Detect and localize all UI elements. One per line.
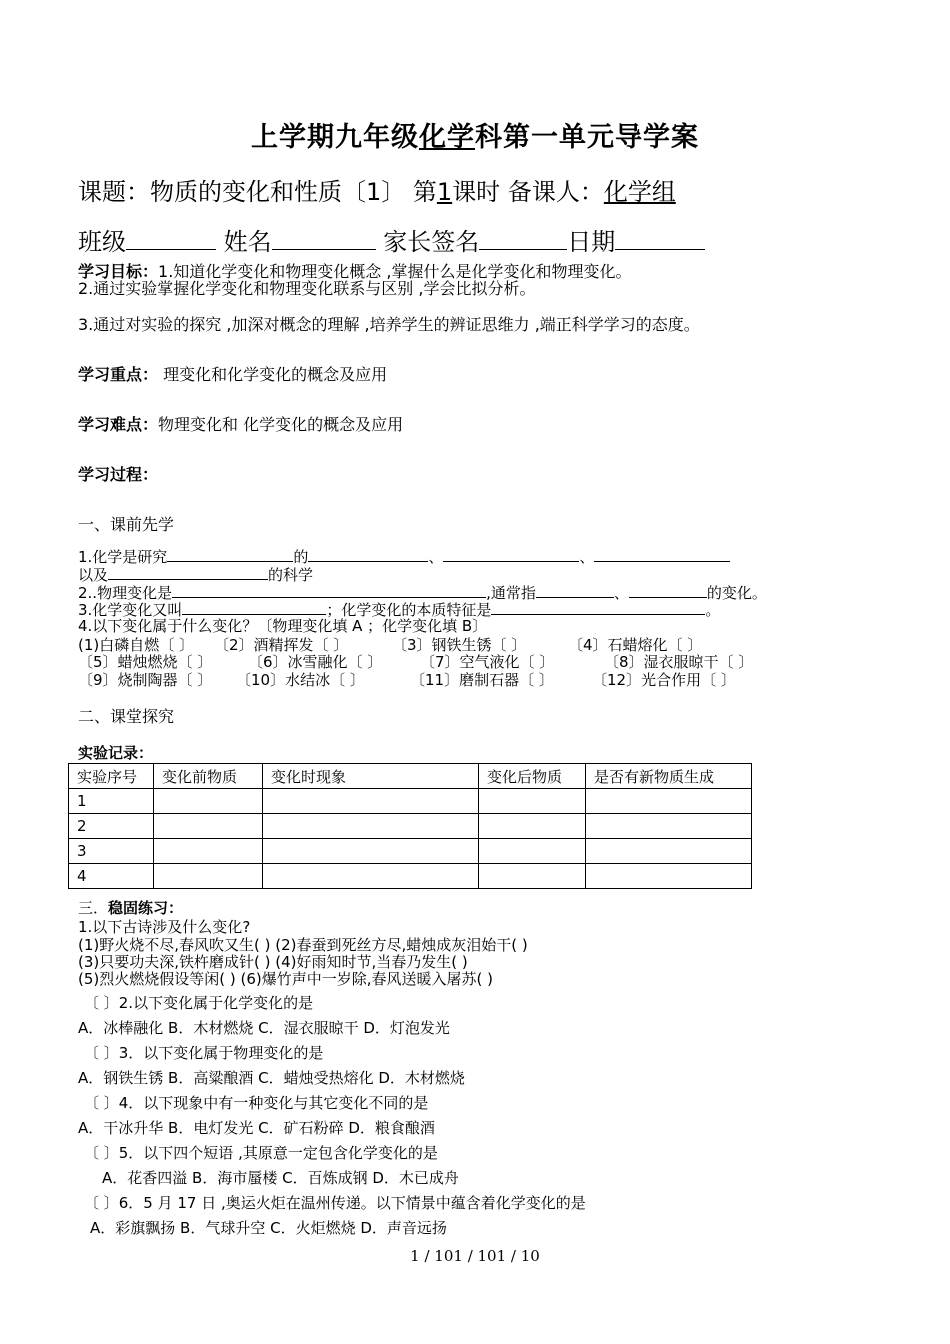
- table-cell[interactable]: [479, 864, 586, 889]
- goal-2: 2.通过实验掌握化学变化和物理变化联系与区别 ,学会比拟分析。: [78, 279, 536, 298]
- q1-text-e: 以及: [78, 565, 109, 584]
- topic-text: 课题：物质的变化和性质〔1〕 第: [78, 178, 437, 206]
- table-cell[interactable]: [263, 864, 479, 889]
- topic-preparer-label: 课时 备课人：: [452, 178, 604, 206]
- table-cell[interactable]: [479, 814, 586, 839]
- practice-q1-line: (1)野火烧不尽,春风吹又生( ) (2)春蚕到死丝方尽,蜡烛成灰泪始干( ): [78, 936, 528, 954]
- table-cell[interactable]: [586, 789, 752, 814]
- q1-blank-1[interactable]: [167, 545, 293, 562]
- practice-q2-options: A．冰棒融化 B．木材燃烧 C．湿衣服晾干 D．灯泡发光: [78, 1019, 450, 1037]
- q2-text-c: 、: [613, 583, 629, 602]
- q4-item: (1)白磷自燃〔 〕: [78, 636, 195, 654]
- practice-q3: 〔 〕3．以下变化属于物理变化的是: [84, 1044, 324, 1062]
- q2-text-a: 2..物理变化是: [78, 583, 173, 602]
- row-number: 4: [69, 864, 154, 889]
- table-cell[interactable]: [263, 789, 479, 814]
- q1-text-b: 的: [293, 547, 309, 566]
- goal-1-text: 1.知道化学变化和物理变化概念 ,掌握什么是化学变化和物理变化。: [158, 262, 632, 281]
- practice-q5: 〔 〕5．以下四个短语 ,其原意一定包含化学变化的是: [84, 1144, 438, 1162]
- lesson-number: 1: [436, 178, 453, 206]
- page-title: [0, 115, 950, 154]
- topic-line: [78, 172, 676, 207]
- table-cell[interactable]: [154, 839, 263, 864]
- experiment-table: [68, 763, 752, 889]
- date-blank[interactable]: [615, 224, 705, 250]
- q4-item: 〔10〕水结冰〔 〕: [236, 671, 365, 689]
- row-number: 2: [69, 814, 154, 839]
- title-text: 上学期九年级: [251, 122, 419, 153]
- q4-item: 〔3〕钢铁生锈〔 〕: [392, 636, 527, 654]
- title-suffix: 科第一单元导学案: [475, 122, 699, 153]
- q1-text-c: 、: [428, 547, 444, 566]
- table-row: [69, 789, 752, 814]
- practice-q1-line: (5)烈火燃烧假设等闲( ) (6)爆竹声中一岁除,春风送暖入屠苏( ): [78, 970, 493, 988]
- q3-text-c: 。: [705, 600, 721, 619]
- name-blank[interactable]: [272, 224, 376, 250]
- row-number: 3: [69, 839, 154, 864]
- q1-blank-5[interactable]: [108, 563, 268, 580]
- class-blank[interactable]: [126, 224, 216, 250]
- table-cell[interactable]: [586, 814, 752, 839]
- class-label: 班级: [78, 228, 126, 256]
- table-cell[interactable]: [263, 814, 479, 839]
- info-line: [78, 222, 705, 257]
- q4-stem: 4.以下变化属于什么变化？〔物理变化填 A ；化学变化填 B〕: [78, 617, 488, 635]
- q2-blank-3[interactable]: [629, 581, 707, 598]
- q1-blank-2[interactable]: [308, 545, 428, 562]
- table-cell[interactable]: [263, 839, 479, 864]
- table-cell[interactable]: [586, 864, 752, 889]
- date-label: 日期: [567, 228, 616, 256]
- q1-blank-3[interactable]: [443, 545, 579, 562]
- q2-blank-1[interactable]: [172, 581, 486, 598]
- table-header-row: [69, 764, 752, 789]
- section-2-heading: 二、课堂探究: [78, 707, 175, 726]
- practice-heading: [78, 897, 183, 918]
- practice-q6-options: A．彩旗飘扬 B．气球升空 C．火炬燃烧 D．声音远扬: [90, 1219, 447, 1237]
- q3-text-b: ；化学变化的本质特征是: [326, 600, 492, 619]
- table-cell[interactable]: [154, 789, 263, 814]
- table-cell[interactable]: [154, 814, 263, 839]
- q3-blank-2[interactable]: [491, 598, 705, 615]
- q4-item: 〔11〕磨制石器〔 〕: [410, 671, 554, 689]
- q1-blank-4[interactable]: [594, 545, 730, 562]
- table-cell[interactable]: [154, 864, 263, 889]
- q4-item: 〔2〕酒精挥发〔 〕: [214, 636, 349, 654]
- practice-q2: 〔 〕2.以下变化属于化学变化的是: [84, 994, 314, 1012]
- table-cell[interactable]: [586, 839, 752, 864]
- q4-item: 〔4〕石蜡熔化〔 〕: [568, 636, 703, 654]
- table-row: [69, 864, 752, 889]
- q4-item: 〔12〕光合作用〔 〕: [592, 671, 736, 689]
- practice-q1-line: (3)只要功夫深,铁杵磨成针( ) (4)好雨知时节,当春乃发生( ): [78, 953, 468, 971]
- practice-q4: 〔 〕4．以下现象中有一种变化与其它变化不同的是: [84, 1094, 429, 1112]
- q2-text-d: 的变化。: [706, 583, 767, 602]
- q4-item: 〔8〕湿衣服晾干〔 〕: [604, 653, 754, 671]
- table-cell[interactable]: [479, 789, 586, 814]
- row-number: 1: [69, 789, 154, 814]
- key-point: [78, 362, 387, 385]
- header-cell: 变化前物质: [154, 764, 263, 789]
- section-1-heading: 一、课前先学: [78, 515, 175, 534]
- header-cell: 是否有新物质生成: [586, 764, 752, 789]
- goal-3: 3.通过对实验的探究 ,加深对概念的理解 ,培养学生的辨证思维力 ,端正科学学习的态度。: [78, 315, 700, 334]
- difficulty: [78, 412, 403, 435]
- q4-item: 〔5〕蜡烛燃烧〔 〕: [78, 653, 213, 671]
- topic-author: 化学组: [603, 178, 676, 206]
- key-point-label: 学习重点：: [78, 365, 159, 384]
- q2-blank-2[interactable]: [536, 581, 614, 598]
- key-point-text: 理变化和化学变化的概念及应用: [158, 365, 388, 384]
- q1-text-d: 、: [579, 547, 595, 566]
- difficulty-label: 学习难点：: [78, 415, 159, 434]
- practice-label: 稳固练习：: [108, 899, 184, 917]
- parent-sign-label: 家长签名: [383, 228, 480, 256]
- table-cell[interactable]: [479, 839, 586, 864]
- title-subject: 化学: [419, 122, 475, 153]
- practice-number: 三．: [78, 899, 109, 917]
- name-label: 姓名: [223, 228, 272, 256]
- difficulty-text: 物理变化和 化学变化的概念及应用: [158, 415, 404, 434]
- q3-text-a: 3.化学变化又叫: [78, 600, 183, 619]
- header-cell: 变化时现象: [263, 764, 479, 789]
- parent-sign-blank[interactable]: [479, 224, 567, 250]
- q4-item: 〔6〕冰雪融化〔 〕: [248, 653, 383, 671]
- header-cell: 实验序号: [69, 764, 154, 789]
- q1-text-f: 的科学: [268, 565, 314, 584]
- practice-q1: 1.以下古诗涉及什么变化?: [78, 918, 251, 936]
- goals-label: 学习目标：: [78, 262, 159, 281]
- q4-item: 〔7〕空气液化〔 〕: [420, 653, 555, 671]
- q3-blank-1[interactable]: [182, 598, 326, 615]
- q1-text-a: 1.化学是研究: [78, 547, 168, 566]
- header-cell: 变化后物质: [479, 764, 586, 789]
- q2-text-b: ,通常指: [486, 583, 536, 602]
- practice-q3-options: A．钢铁生锈 B．高粱酿酒 C．蜡烛受热熔化 D．木材燃烧: [78, 1069, 465, 1087]
- table-row: [69, 814, 752, 839]
- process-label: 学习过程：: [78, 465, 159, 484]
- table-row: [69, 839, 752, 864]
- page-footer: 1 / 101 / 101 / 10: [410, 1247, 540, 1265]
- practice-q6: 〔 〕6．5 月 17 日 ,奥运火炬在温州传递。以下情景中蕴含着化学变化的是: [84, 1194, 586, 1212]
- practice-q5-options: A．花香四溢 B．海市蜃楼 C．百炼成钢 D．木已成舟: [102, 1169, 459, 1187]
- q4-item: 〔9〕烧制陶器〔 〕: [78, 671, 213, 689]
- practice-q4-options: A．干冰升华 B．电灯发光 C．矿石粉碎 D．粮食酿酒: [78, 1119, 435, 1137]
- experiment-label: 实验记录：: [78, 744, 154, 762]
